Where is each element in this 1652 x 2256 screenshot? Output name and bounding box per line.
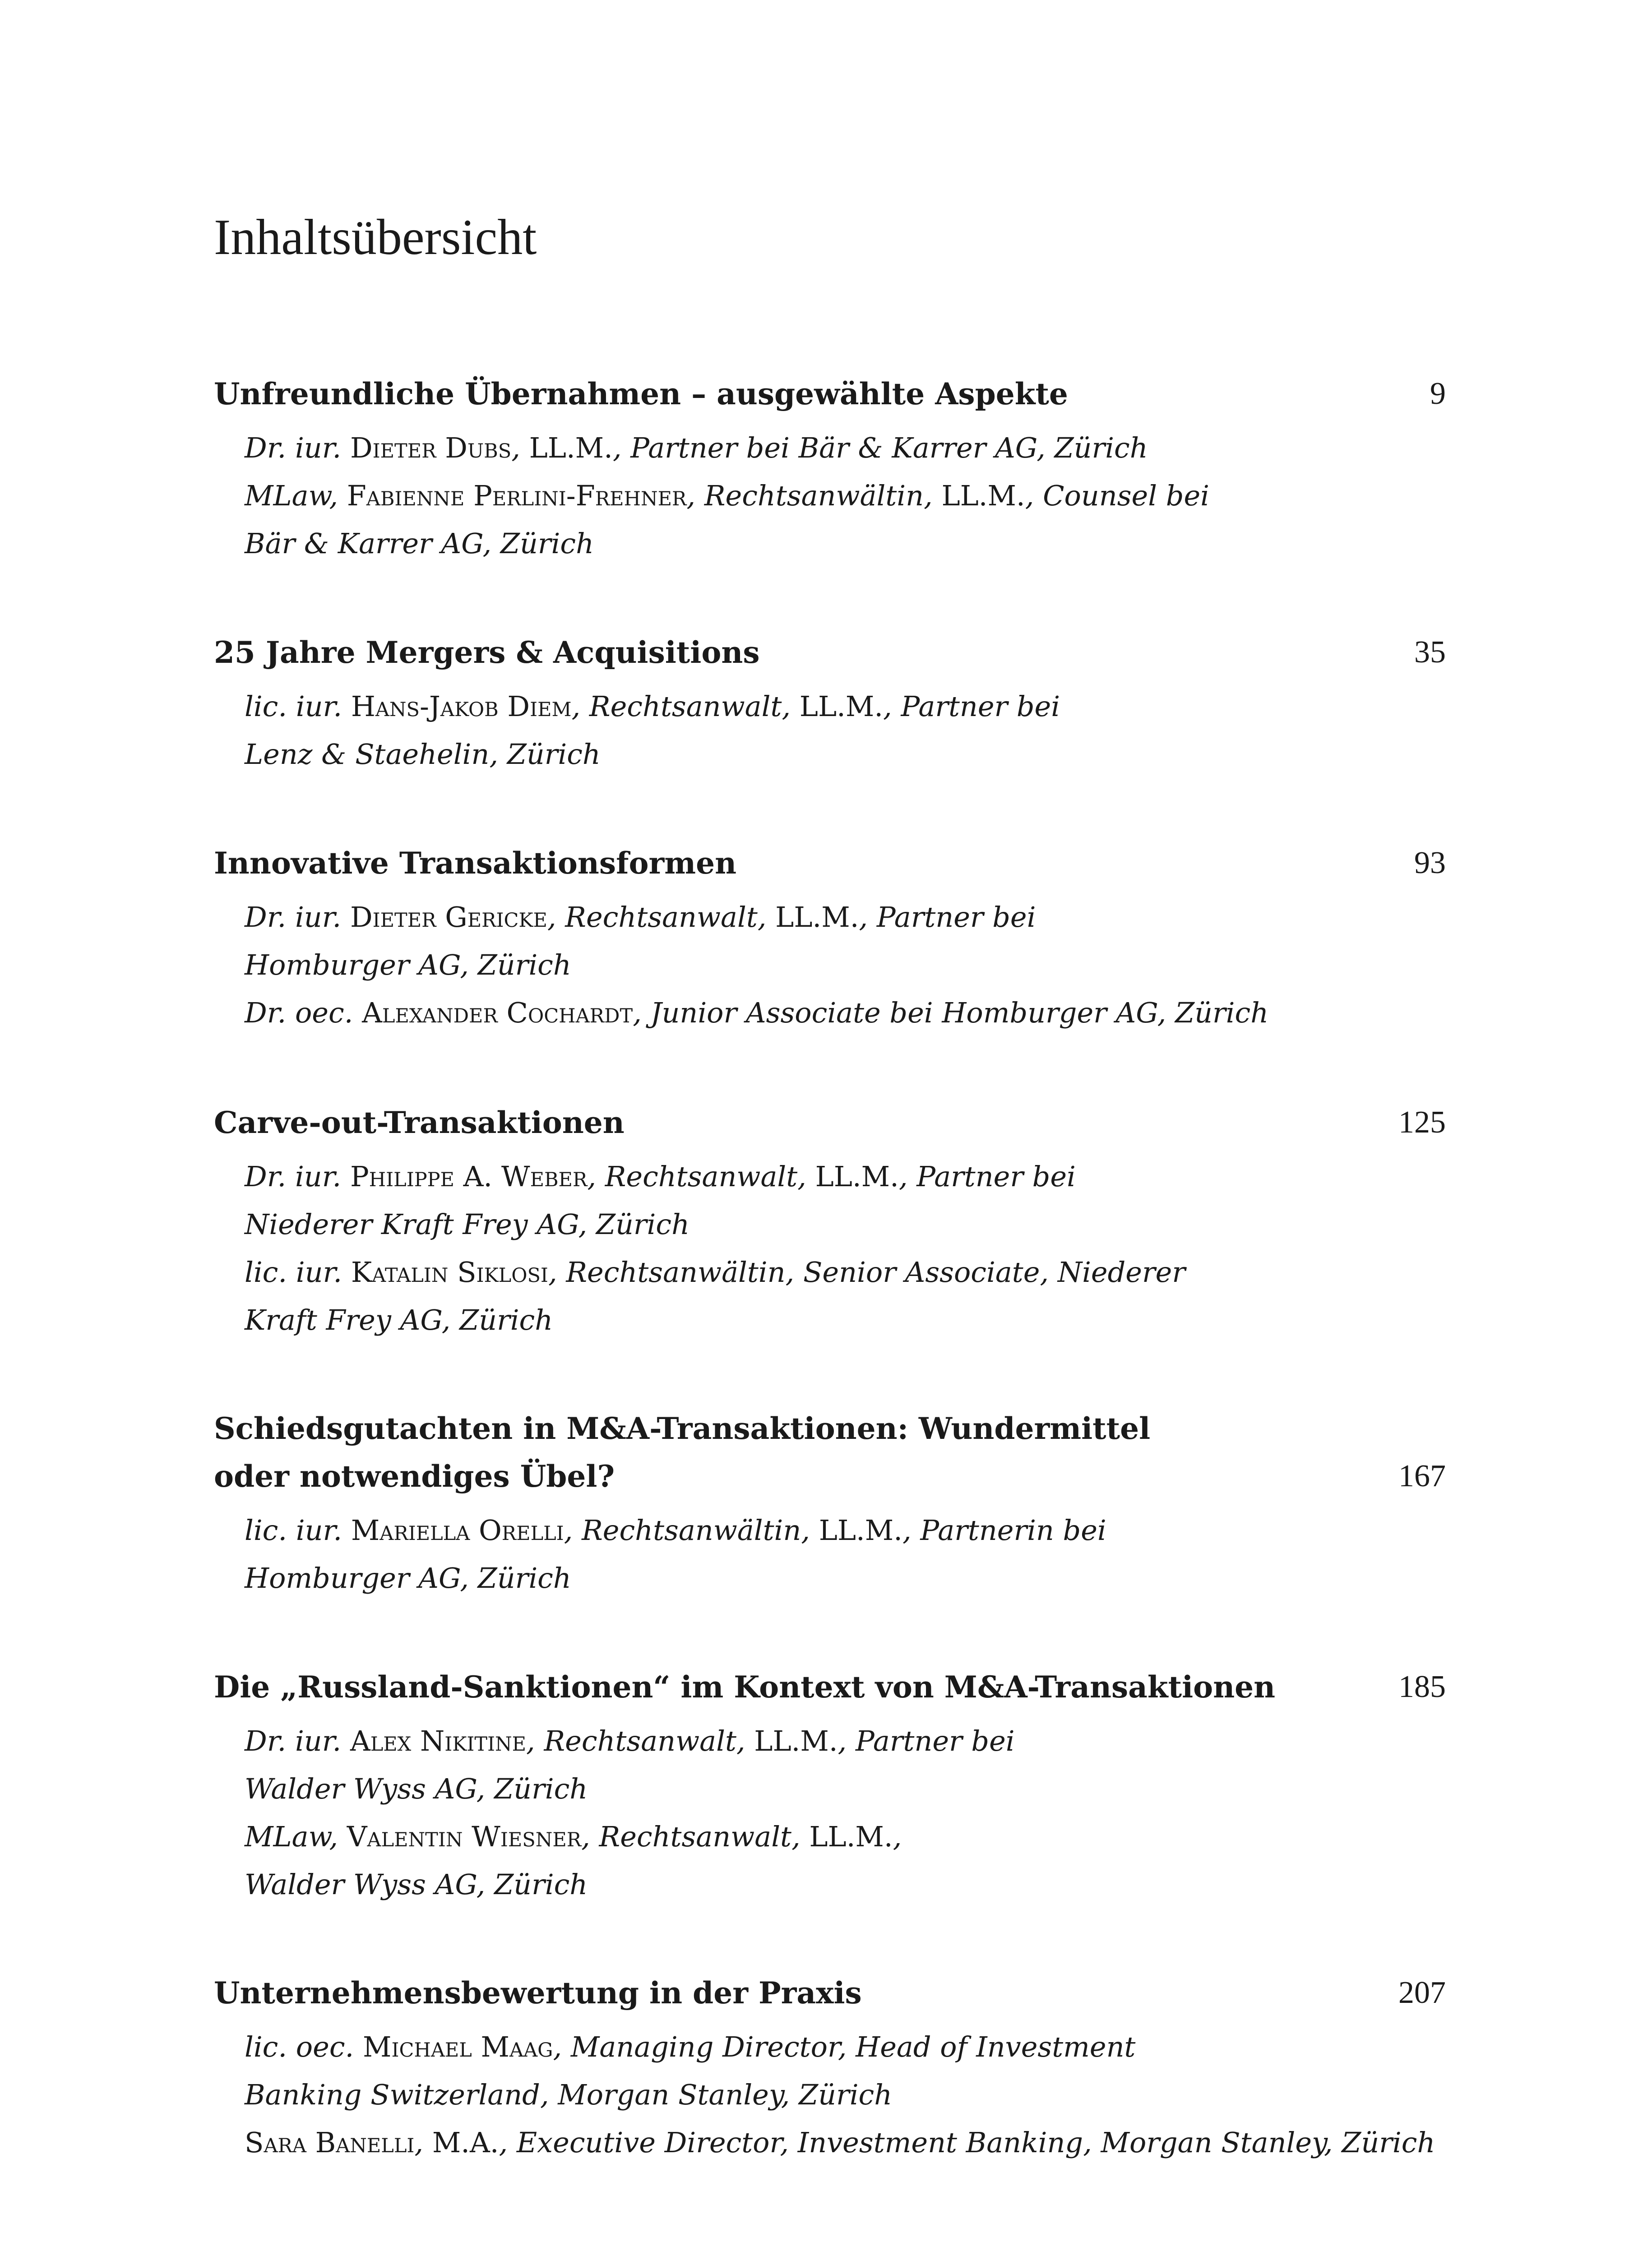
entry-title-line: 25 Jahre Mergers & Acquisitions xyxy=(214,635,760,670)
author-line: Homburger AG, Zürich xyxy=(245,948,571,981)
author-line: lic. iur. Hans-Jakob Diem, Rechtsanwalt, LL.M., Partner bei xyxy=(245,690,1060,723)
toc-entry xyxy=(214,629,1446,778)
entry-title[interactable] xyxy=(214,1099,1446,1146)
author-line: Niederer Kraft Frey AG, Zürich xyxy=(245,1208,690,1241)
entry-page-number: 207 xyxy=(1398,1975,1446,2010)
entry-page-number: 93 xyxy=(1414,846,1446,880)
author-line: lic. oec. Michael Maag, Managing Director, Head of Investment xyxy=(245,2030,1136,2063)
entry-page-number: 185 xyxy=(1398,1669,1446,1704)
entry-authors xyxy=(214,424,1446,568)
entry-title-line: Carve-out-Transaktionen xyxy=(214,1105,625,1140)
author-line: Sara Banelli, M.A., Executive Director, Investment Banking, Morgan Stanley, Zürich xyxy=(245,2126,1435,2159)
author-line: Kraft Frey AG, Zürich xyxy=(245,1304,553,1336)
entry-title[interactable] xyxy=(214,1405,1446,1500)
entry-title-line: Unternehmensbewertung in der Praxis xyxy=(214,1975,862,2011)
author-line: Bär & Karrer AG, Zürich xyxy=(245,527,594,560)
toc-entry xyxy=(214,1969,1446,2167)
entry-title[interactable] xyxy=(214,1969,1446,2017)
entry-page-number: 9 xyxy=(1430,376,1446,411)
entry-title-line: Die „Russland-Sanktionen“ im Kontext von M&A-Transaktionen xyxy=(214,1669,1276,1705)
author-line: Dr. iur. Dieter Gericke, Rechtsanwalt, LL.M., Partner bei xyxy=(245,901,1036,934)
page-title: Inhaltsübersicht xyxy=(214,209,537,265)
entry-authors xyxy=(214,683,1446,778)
entry-title[interactable] xyxy=(214,629,1446,676)
author-line: Dr. iur. Philippe A. Weber, Rechtsanwalt, LL.M., Partner bei xyxy=(245,1160,1076,1193)
author-line: lic. iur. Mariella Orelli, Rechtsanwältin, LL.M., Partnerin bei xyxy=(245,1514,1106,1547)
author-line: Dr. iur. Dieter Dubs, LL.M., Partner bei Bär & Karrer AG, Zürich xyxy=(245,431,1148,464)
entry-title[interactable] xyxy=(214,1663,1446,1711)
entry-authors xyxy=(214,2023,1446,2167)
entry-page-number: 125 xyxy=(1398,1105,1446,1140)
author-line: lic. iur. Katalin Siklosi, Rechtsanwältin, Senior Associate, Niederer xyxy=(245,1256,1185,1289)
author-line: Walder Wyss AG, Zürich xyxy=(245,1868,588,1901)
entry-authors xyxy=(214,1153,1446,1344)
entry-title-line: Unfreundliche Übernahmen – ausgewählte Aspekte xyxy=(214,376,1068,411)
author-line: Homburger AG, Zürich xyxy=(245,1562,571,1595)
author-line: Dr. iur. Alex Nikitine, Rechtsanwalt, LL.M., Partner bei xyxy=(245,1724,1015,1757)
entry-authors xyxy=(214,893,1446,1037)
toc-entry xyxy=(214,370,1446,568)
entry-title[interactable] xyxy=(214,839,1446,887)
author-line: MLaw, Valentin Wiesner, Rechtsanwalt, LL.M., xyxy=(245,1820,902,1853)
entry-title[interactable] xyxy=(214,370,1446,418)
author-line: Lenz & Staehelin, Zürich xyxy=(245,738,601,771)
toc-entry xyxy=(214,1663,1446,1909)
entry-page-number: 35 xyxy=(1414,635,1446,670)
author-line: Banking Switzerland, Morgan Stanley, Zürich xyxy=(245,2078,893,2111)
entry-title-line: Innovative Transaktionsformen xyxy=(214,846,737,881)
entry-authors xyxy=(214,1717,1446,1909)
author-line: MLaw, Fabienne Perlini-Frehner, Rechtsanwältin, LL.M., Counsel bei xyxy=(245,479,1209,512)
author-line: Walder Wyss AG, Zürich xyxy=(245,1772,588,1805)
toc-entry xyxy=(214,1099,1446,1344)
entry-authors xyxy=(214,1507,1446,1602)
entry-page-number: 167 xyxy=(1398,1459,1446,1493)
toc-entry xyxy=(214,839,1446,1037)
author-line: Dr. oec. Alexander Cochardt, Junior Associate bei Homburger AG, Zürich xyxy=(245,996,1269,1029)
entry-title-line: oder notwendiges Übel? xyxy=(214,1459,615,1494)
toc-entry xyxy=(214,1405,1446,1602)
entry-title-line: Schiedsgutachten in M&A-Transaktionen: Wundermittel xyxy=(214,1411,1151,1446)
